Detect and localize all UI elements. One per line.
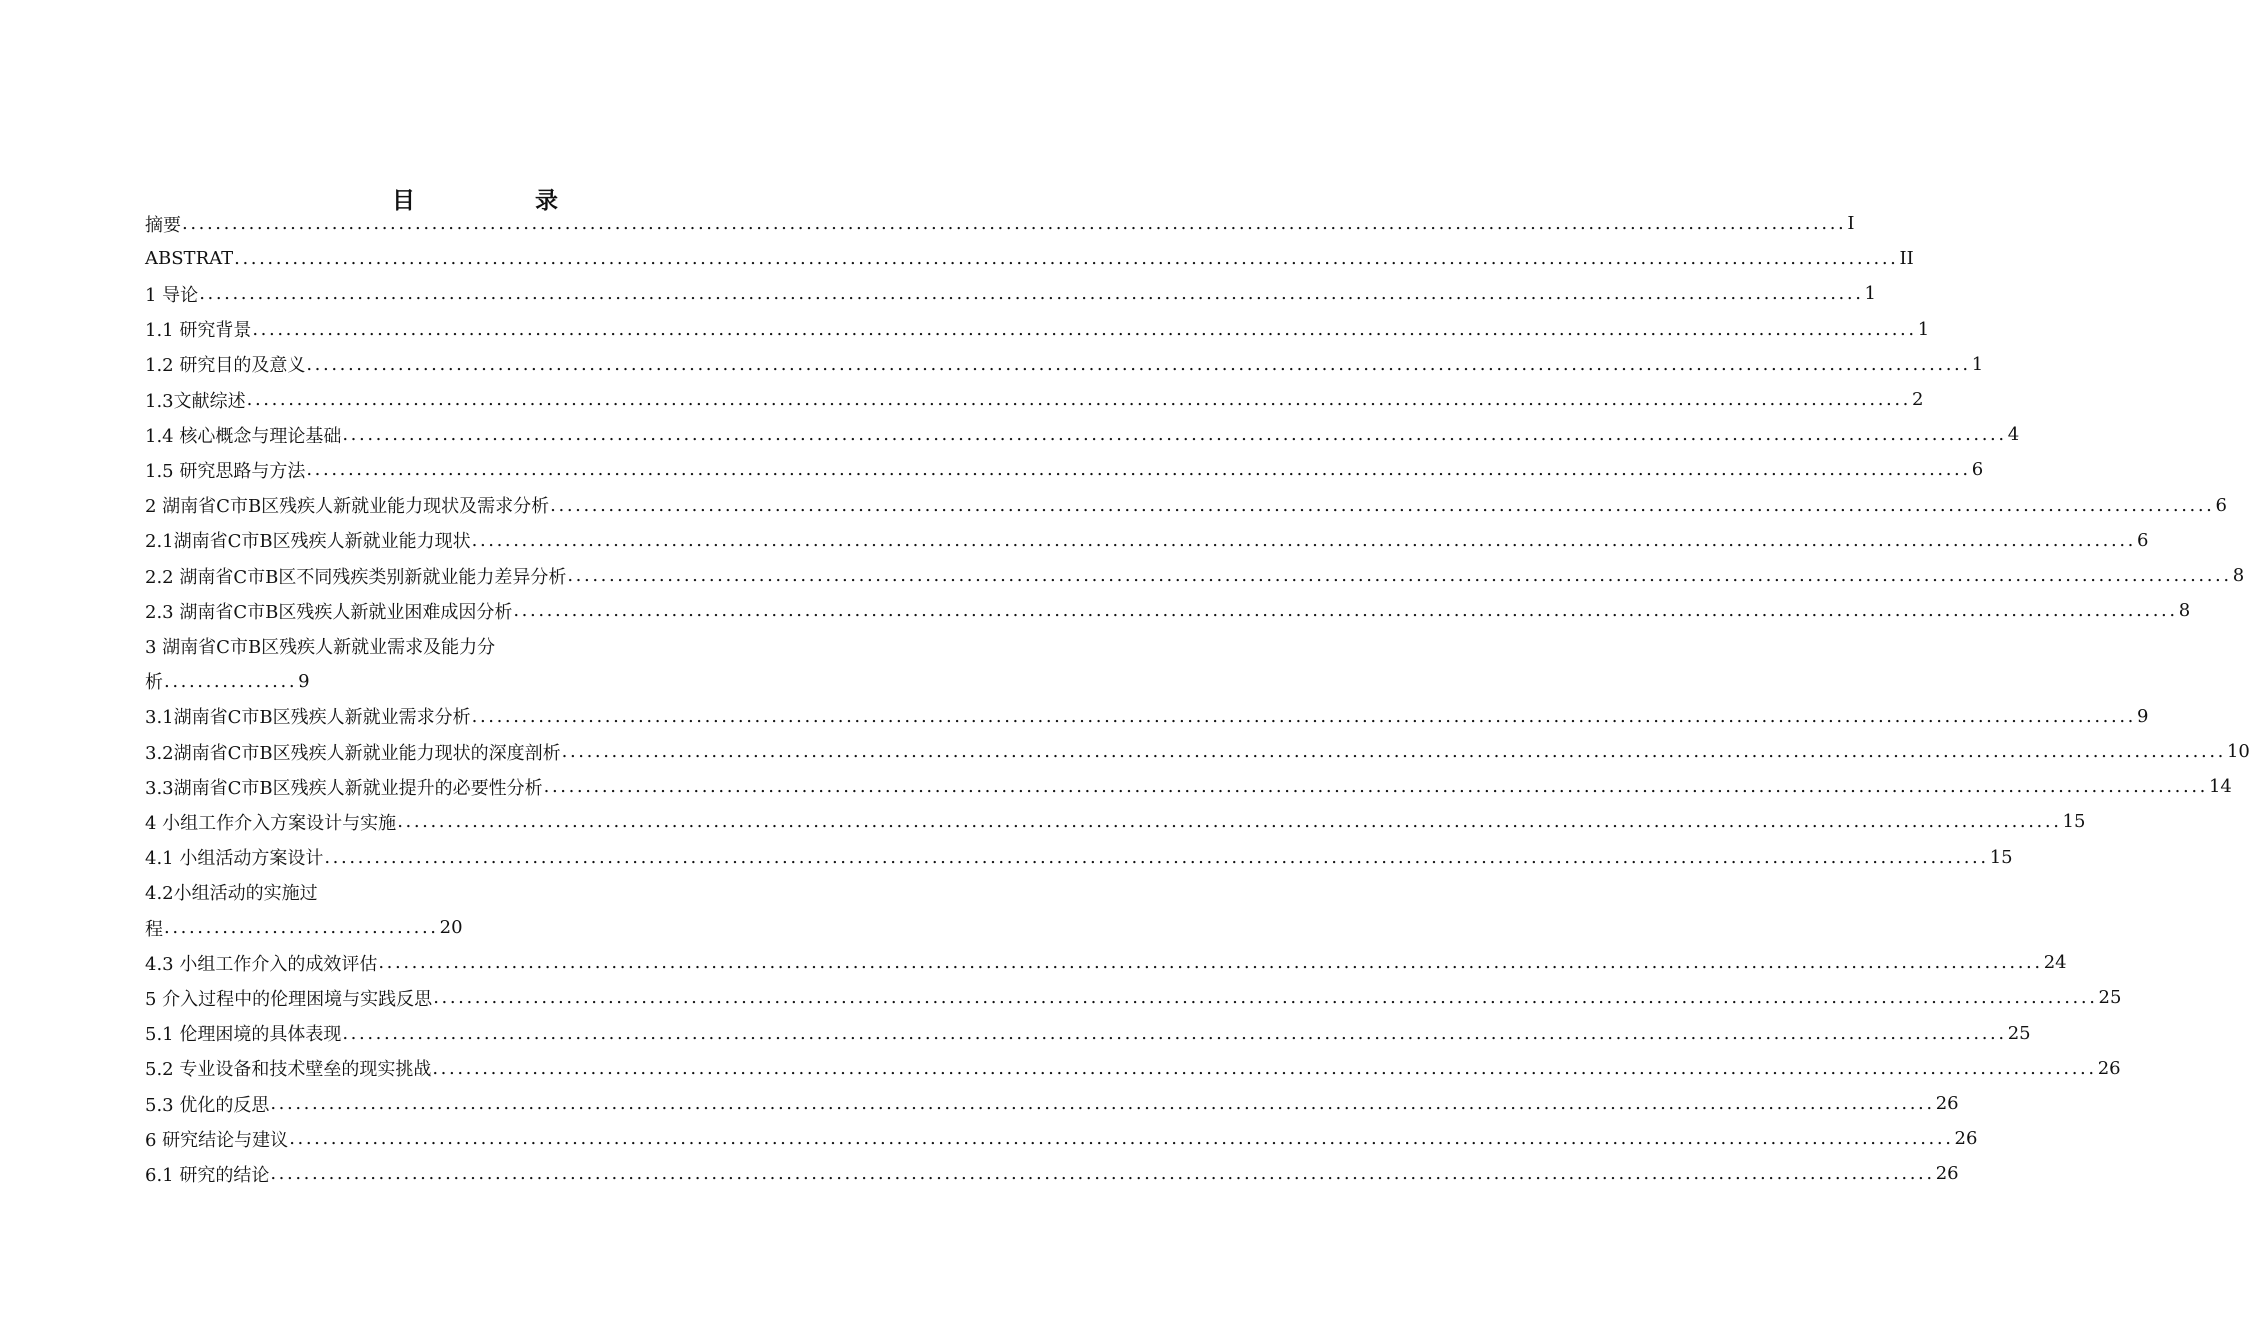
toc-entry-title: 4 小组工作介入方案设计与实施 xyxy=(145,812,397,834)
toc-page-number: 14 xyxy=(2208,776,2232,798)
toc-entry[interactable] xyxy=(145,452,1984,487)
toc-leader-dots: ........................................................................................................................................................................................................ xyxy=(182,213,1847,234)
toc-entry[interactable] xyxy=(145,241,1914,276)
toc-entry[interactable] xyxy=(145,734,2250,769)
toc-page-number: 24 xyxy=(2043,952,2067,974)
toc-entry[interactable] xyxy=(145,523,2149,558)
toc-entry-title: 1.4 核心概念与理论基础 xyxy=(145,425,342,447)
toc-entry[interactable] xyxy=(145,312,1930,347)
toc-entry-title: 2.1湖南省C市B区残疾人新就业能力现状 xyxy=(145,531,471,553)
toc-entry[interactable] xyxy=(145,1121,1978,1156)
toc-entry-title: 4.2小组活动的实施过 xyxy=(145,883,318,905)
toc-leader-dots: ........................................................................................................................................................................................................ xyxy=(471,705,2136,727)
toc-leader-dots: ........................................................................................................................................................................................................ xyxy=(246,389,1911,410)
toc-leader-dots: ........................................................................................................................................................................................................ xyxy=(432,1057,2097,1079)
toc-page-number: 9 xyxy=(2136,705,2149,727)
toc-page-number: 1 xyxy=(1917,318,1930,340)
toc-entry[interactable] xyxy=(145,593,2191,628)
toc-entry-title: 5.1 伦理困境的具体表现 xyxy=(145,1024,342,1046)
toc-leader-dots: ........................................................................................................................................................................................................ xyxy=(289,1128,1954,1150)
toc-page-number: 25 xyxy=(2007,1022,2031,1044)
toc-page-number: II xyxy=(1899,248,1914,270)
toc-leader-dots: ........................................................................................................................................................................................................ xyxy=(471,529,2136,551)
toc-entry[interactable] xyxy=(145,945,2067,980)
toc-entry[interactable] xyxy=(145,980,2122,1015)
toc-page-number: 26 xyxy=(1935,1163,1959,1185)
toc-entry[interactable] xyxy=(145,1051,2121,1086)
toc-entry-title: 1.2 研究目的及意义 xyxy=(145,355,306,377)
toc-page-number: 26 xyxy=(1935,1093,1959,1114)
toc-leader-dots: ........................................................................................................................................................................................................ xyxy=(567,565,2232,586)
toc-entry[interactable] xyxy=(145,804,2086,839)
toc-entry[interactable] xyxy=(145,1156,1959,1191)
toc-entry[interactable] xyxy=(145,1086,1959,1121)
toc-entry[interactable] xyxy=(145,488,2227,523)
toc-leader-dots: ........................................................................................................................................................................................................ xyxy=(513,600,2178,622)
toc-entry-title: ABSTRAT xyxy=(145,248,234,270)
toc-leader-dots: ........................................................................................................................................................................................................ xyxy=(561,741,2226,762)
toc-page-number: 26 xyxy=(2097,1057,2121,1079)
toc-leader-dots: ........................................................................................................................................................................................................ xyxy=(543,776,2208,798)
toc-entry-title: 6 研究结论与建议 xyxy=(145,1129,289,1151)
toc-entry[interactable] xyxy=(145,347,1984,382)
toc-leader-dots: ........................................................................................................................................................................................................ xyxy=(270,1163,1935,1185)
toc-entry-title: 2.3 湖南省C市B区残疾人新就业困难成因分析 xyxy=(145,601,513,623)
toc-entry[interactable] xyxy=(145,628,807,663)
toc-page-number: I xyxy=(1847,213,1855,234)
toc-page-number: 20 xyxy=(439,917,463,938)
toc-entry-title: 摘要 xyxy=(145,214,181,236)
toc-page-number: 1 xyxy=(1864,283,1876,305)
toc-leader-dots: ........................................................................................................................................................................................................ xyxy=(270,1093,1935,1114)
toc-leader-dots: ........................................................................................................................................................................................................ xyxy=(234,248,1899,270)
toc-leader-dots: ........................................................................................................................................................................................................ xyxy=(378,952,2043,974)
toc-leader-dots: ........................................................................................................................................................................................................ xyxy=(252,318,1917,340)
toc-entry[interactable] xyxy=(145,558,2245,593)
toc-leader-dots: ........................................................................................................................................................................................................ xyxy=(306,459,1971,481)
toc-entry[interactable] xyxy=(145,417,2020,452)
toc-page-number: 6 xyxy=(2215,494,2227,516)
toc-page-number: 2 xyxy=(1911,389,1924,410)
toc-entry-title: 2 湖南省C市B区残疾人新就业能力现状及需求分析 xyxy=(145,496,550,518)
toc-entry[interactable] xyxy=(145,664,310,699)
toc-page-number: 8 xyxy=(2232,565,2245,586)
toc-entry[interactable] xyxy=(145,206,1855,241)
toc-entry-title: 1.1 研究背景 xyxy=(145,320,252,342)
toc-entry-title: 3 湖南省C市B区残疾人新就业需求及能力分 xyxy=(145,636,496,658)
toc-entry[interactable] xyxy=(145,840,2013,875)
toc-page-number: 8 xyxy=(2178,600,2191,622)
toc-page-number: 26 xyxy=(1954,1128,1978,1150)
toc-page-number: 6 xyxy=(1971,459,1984,481)
toc-page-number: 15 xyxy=(2062,811,2086,833)
toc-page-number: 25 xyxy=(2098,987,2122,1009)
toc-entry-title: 析 xyxy=(145,672,163,694)
toc-leader-dots: ........................................................................................................................................................................................................ xyxy=(342,424,2007,446)
toc-leader-dots: ........................................................................................................................................................................................................ xyxy=(550,494,2215,516)
toc-leader-dots: ........................................................................................................................................................................................................ xyxy=(342,1022,2007,1044)
toc-entry-title: 程 xyxy=(145,918,163,940)
toc-page-number: 4 xyxy=(2007,424,2020,446)
toc-leader-dots: ........................................................................................................................................................................................................ xyxy=(306,353,1971,375)
toc-leader-dots: ................................. xyxy=(164,917,439,938)
toc-page-number: 15 xyxy=(1989,846,2013,868)
toc-entry-title: 3.3湖南省C市B区残疾人新就业提升的必要性分析 xyxy=(145,777,543,799)
toc-entry-title: 1.3文献综述 xyxy=(145,390,246,412)
toc-entry-title: 3.1湖南省C市B区残疾人新就业需求分析 xyxy=(145,707,471,729)
toc-entry-title: 1.5 研究思路与方法 xyxy=(145,460,306,482)
toc-page-number: 9 xyxy=(298,670,310,692)
toc-leader-dots: ........................................................................................................................................................................................................ xyxy=(199,283,1864,305)
toc-entry[interactable] xyxy=(145,699,2149,734)
toc-leader-dots: ........................................................................................................................................................................................................ xyxy=(397,811,2062,833)
toc-entry[interactable] xyxy=(145,1016,2031,1051)
toc-entry-title: 3.2湖南省C市B区残疾人新就业能力现状的深度剖析 xyxy=(145,742,561,764)
toc-entry[interactable] xyxy=(145,769,2232,804)
toc-entry-title: 5.3 优化的反思 xyxy=(145,1094,270,1116)
toc-entry-title: 6.1 研究的结论 xyxy=(145,1164,270,1186)
toc-page-number: 10 xyxy=(2226,741,2250,762)
toc-entry[interactable] xyxy=(145,382,1924,417)
toc-entry[interactable] xyxy=(145,875,807,910)
toc-leader-dots: ........................................................................................................................................................................................................ xyxy=(433,987,2098,1009)
toc-leader-dots: ................ xyxy=(164,670,298,692)
toc-entry-title: 4.3 小组工作介入的成效评估 xyxy=(145,953,378,975)
toc-entry-title: 5.2 专业设备和技术壁垒的现实挑战 xyxy=(145,1059,432,1081)
toc-entry[interactable] xyxy=(145,276,1876,311)
toc-page-number: 1 xyxy=(1971,353,1984,375)
toc-page-number: 6 xyxy=(2136,529,2149,551)
toc-heading: 目 录 xyxy=(391,188,614,214)
toc-entry-title: 5 介入过程中的伦理困境与实践反思 xyxy=(145,988,433,1010)
toc-entry[interactable] xyxy=(145,910,463,945)
toc-entry-title: 1 导论 xyxy=(145,284,199,306)
toc-leader-dots: ........................................................................................................................................................................................................ xyxy=(324,846,1989,868)
toc-entry-title: 2.2 湖南省C市B区不同残疾类别新就业能力差异分析 xyxy=(145,566,567,588)
toc-entry-title: 4.1 小组活动方案设计 xyxy=(145,848,324,870)
